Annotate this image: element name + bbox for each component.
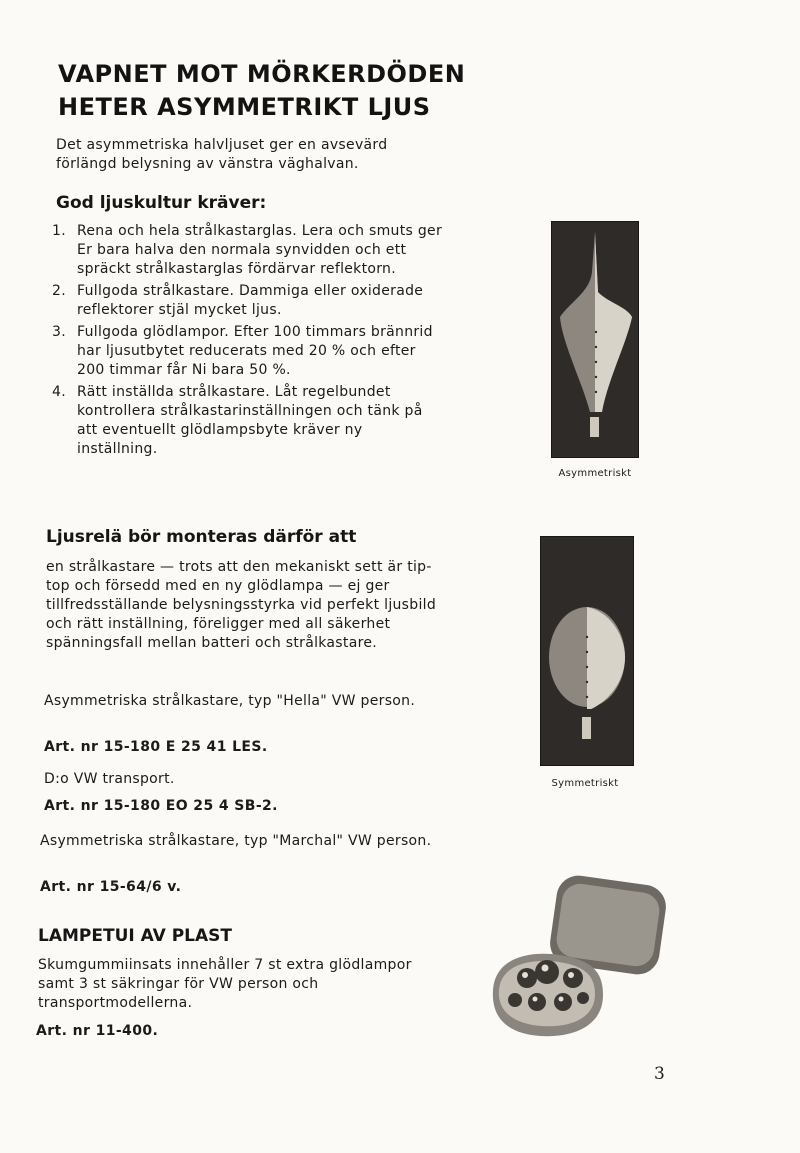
page-title [58, 58, 478, 124]
section-heading-ljusrela: Ljusrelä bör monteras därför att [46, 527, 357, 547]
article-number-marchal: Art. nr 15-64/6 v. [40, 879, 182, 895]
section-heading-ljuskultur: God ljuskultur kräver: [56, 193, 267, 213]
product-desc-transport: D:o VW transport. [44, 771, 175, 787]
lampetui-paragraph: Skumgummiinsats innehåller 7 st extra glödlampor samt 3 st säkringar för VW person och transportmodellerna. [38, 957, 412, 1011]
product-desc-marchal: Asymmetriska strålkastare, typ "Marchal" VW person. [40, 833, 432, 849]
product-desc-hella: Asymmetriska strålkastare, typ "Hella" VW person. [44, 693, 416, 709]
page-number: 3 [654, 1064, 665, 1084]
asymmetric-beam-photo [551, 221, 639, 458]
asymmetric-caption: Asymmetriskt [558, 468, 632, 479]
symmetric-caption: Symmetriskt [551, 778, 619, 789]
symmetric-beam-graphic [541, 537, 633, 765]
list-item [52, 222, 447, 279]
list-text: Rena och hela strålkastarglas. Lera och smuts ger Er bara halva den normala synvidden och ett spräckt strålkastarglas fördärvar reflektorn. [77, 223, 443, 277]
article-number-hella: Art. nr 15-180 E 25 41 LES. [44, 739, 268, 755]
title-line-1: VAPNET MOT MÖRKERDÖDEN [58, 60, 466, 88]
article-number-lampetui: Art. nr 11-400. [36, 1023, 159, 1039]
asymmetric-beam-graphic [552, 222, 638, 457]
requirements-list [52, 222, 447, 462]
intro-paragraph: Det asymmetriska halvljuset ger en avsevärd förlängd belysning av vänstra väghalvan. [56, 137, 388, 172]
article-number-transport: Art. nr 15-180 EO 25 4 SB-2. [44, 798, 278, 814]
title-line-2: HETER ASYMMETRIKT LJUS [58, 93, 431, 121]
list-number: 4. [52, 384, 66, 400]
section-heading-lampetui: LAMPETUI AV PLAST [38, 926, 232, 946]
list-text: Fullgoda glödlampor. Efter 100 timmars brännrid har ljusutbytet reducerats med 20 % och efter 200 timmar får Ni bara 50 %. [77, 324, 433, 378]
list-item [52, 383, 447, 459]
list-text: Rätt inställda strålkastare. Låt regelbundet kontrollera strålkastarinställningen och tänk på att eventuellt glödlampsbyte kräver ny inställning. [77, 384, 423, 457]
list-number: 3. [52, 324, 66, 340]
list-item [52, 282, 447, 320]
list-text: Fullgoda strålkastare. Dammiga eller oxiderade reflektorer stjäl mycket ljus. [77, 283, 424, 318]
list-number: 1. [52, 223, 66, 239]
lamp-case-photo [485, 860, 670, 1050]
ljusrela-paragraph: en strålkastare — trots att den mekaniskt sett är tip-top och försedd med en ny glödlampa — ej ger tillfredsställande belysningsstyrka vid perfekt ljusbild och rätt inställning, föreligger med all säkerhet spänningsfall mellan batteri och strålkastare. [46, 559, 437, 651]
symmetric-beam-photo [540, 536, 634, 766]
list-item [52, 323, 447, 380]
lamp-case-graphic [485, 860, 670, 1050]
list-number: 2. [52, 283, 66, 299]
